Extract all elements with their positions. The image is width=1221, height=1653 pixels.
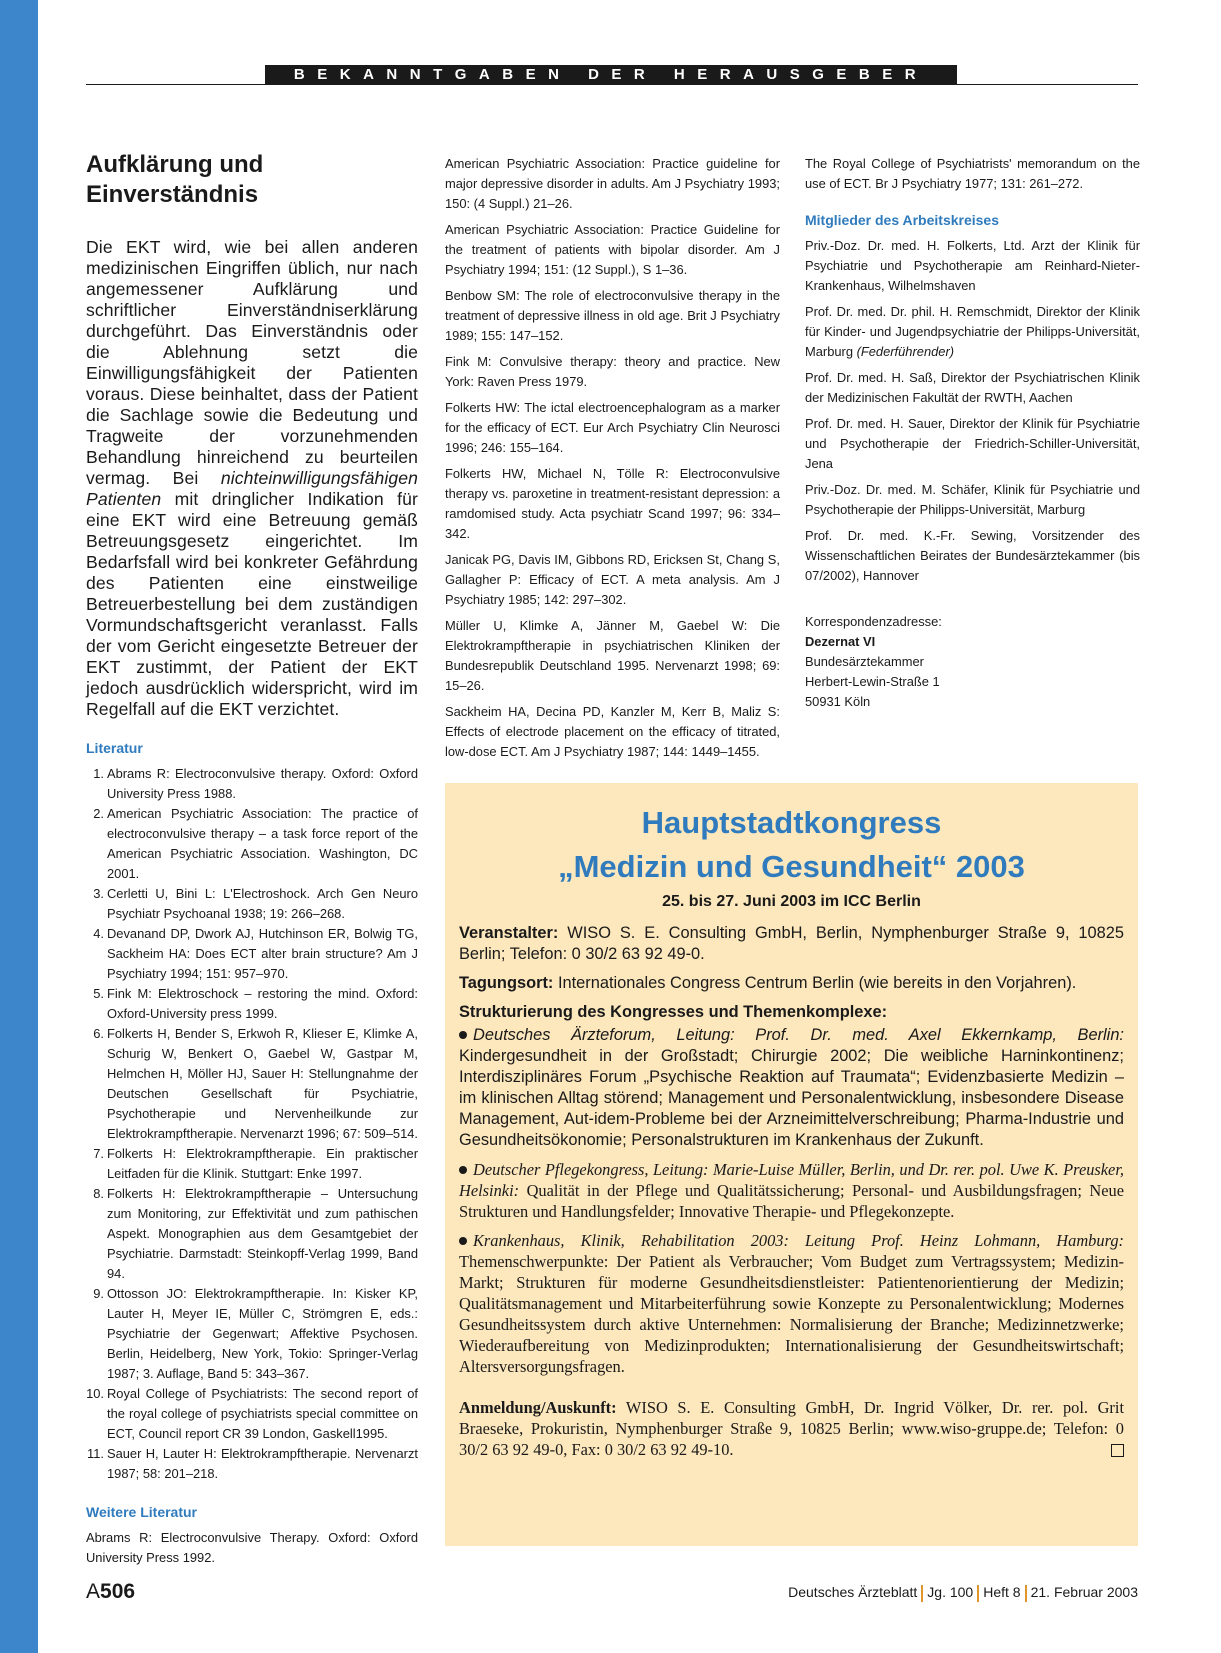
address-line2: Herbert-Lewin-Straße 1 — [805, 674, 940, 689]
contact-label: Anmeldung/Auskunft: — [459, 1398, 617, 1417]
literature-item-number: 10. — [86, 1386, 104, 1401]
structure-heading — [459, 1002, 1124, 1023]
organizer-label: Veranstalter: — [459, 924, 559, 942]
literature-item — [86, 1024, 418, 1144]
column-middle — [445, 154, 780, 768]
congress-body — [459, 923, 1124, 1468]
members-heading: Mitglieder des Arbeitskreises — [805, 212, 1000, 228]
item1-text: Kindergesundheit in der Großstadt; Chirurgie 2002; Die weibliche Harninkontinenz; Interdisziplinäres Forum „Psychische Reaktion auf Traumata“; Evidenzbasierte Medizin – im klinischen Alltag störend; Management und Personalentwicklung, insbesondere Disease Management, Aut-idem-Probleme bei der Arzneimittelverschreibung; Pharma-Industrie und Gesundheitsökonomie; Personalstrukturen im Krankenhaus der Zukunft. — [459, 1047, 1124, 1149]
address-label: Korrespondenzadresse: — [805, 614, 942, 629]
member-entry — [805, 526, 1140, 586]
reference-entry: American Psychiatric Association: Practice guideline for major depressive disorder in adults. Am J Psychiatry 1993; 150: (4 Suppl.) 21–26. — [445, 156, 780, 211]
literature-item-text: Folkerts H: Elektrokrampftherapie. Ein praktischer Leitfaden für die Klinik. Stuttgart: Enke 1997. — [107, 1146, 418, 1181]
further-literature-text: Abrams R: Electroconvulsive Therapy. Oxford: Oxford University Press 1992. — [86, 1530, 418, 1565]
literature-item-number: 4. — [93, 926, 104, 941]
member-text: Prof. Dr. med. H. Sauer, Direktor der Klinik für Psychiatrie und Psychotherapie der Friedrich-Schiller-Universität, Jena — [805, 416, 1140, 471]
item2-text: Qualität in der Pflege und Qualitätssicherung; Personal- und Ausbildungsfragen; Neue Strukturen und Handlungsfelder; Innovative Therapie- und Pflegekonzepte. — [459, 1181, 1124, 1221]
item3-text: Themenschwerpunkte: Der Patient als Verbraucher; Vom Budget zum Vertragssystem; Medizin-Markt; Strukturen für moderne Gesundheitsdienstleister: Patientenorientierung der Medizin; Qualitätsmanagement und Mitarbeiterführung sowie Konzepte zu Personalentwicklung; Modernes Gesundheitssystem durch aktive Unternehmen: Normalisierung der Branche; Medizinnetzwerke; Wiederaufbereitung von Medizinprodukten; Internationalisierung der Gesundheitswirtschaft; Altersversorgungsfragen. — [459, 1252, 1124, 1376]
literature-item — [86, 924, 418, 984]
member-text: Prof. Dr. med. K.-Fr. Sewing, Vorsitzender des Wissenschaftlichen Beirates der Bundesärztekammer (bis 07/2002), Hannover — [805, 528, 1140, 583]
journal-volume: Jg. 100 — [927, 1584, 974, 1600]
separator — [921, 1585, 923, 1602]
literature-item-text: Royal College of Psychiatrists: The second report of the royal college of psychiatrists special committee on ECT, Council report CR 39 London, Gaskell1995. — [107, 1386, 418, 1441]
bullet-icon — [459, 1031, 467, 1039]
member-text: Priv.-Doz. Dr. med. H. Folkerts, Ltd. Arzt der Klinik für Psychiatrie und Psychotherapie am Reinhard-Nieter-Krankenhaus, Wilhelmshaven — [805, 238, 1140, 293]
reference-entry: Müller U, Klimke A, Jänner M, Gaebel W: Die Elektrokrampftherapie in psychiatrischen Kliniken der Bundesrepublik Deutschland 1995. Nervenarzt 1998; 69: 15–26. — [445, 618, 780, 693]
reference-entry: Sackheim HA, Decina PD, Kanzler M, Kerr B, Maliz S: Effects of electrode placement on the efficacy of titrated, low-dose ECT. Am J Psychiatry 1987; 144: 1449–1455. — [445, 704, 780, 759]
journal-name: Deutsches Ärzteblatt — [788, 1584, 918, 1600]
literature-item — [86, 1184, 418, 1284]
congress-date: 25. bis 27. Juni 2003 im ICC Berlin — [662, 893, 921, 910]
congress-organizer — [459, 923, 1124, 965]
journal-issue: Heft 8 — [983, 1584, 1021, 1600]
reference-entry: Folkerts HW, Michael N, Tölle R: Electroconvulsive therapy vs. paroxetine in treatment-resistant depression: a ramdomised study. Acta psychiatr Scand 1997; 96: 334–342. — [445, 466, 780, 541]
article-body-part1: Die EKT wird, wie bei allen anderen medizinischen Eingriffen üblich, nur nach angemessener Aufklärung und schriftlicher Einverständniserklärung durchgeführt. Das Einverständnis oder die Ablehnung setzt die Einwilligungsfähigkeit der Patienten voraus. Diese beinhaltet, dass der Patient die Sachlage sowie die Bedeutung und Tragweite der vorzunehmenden Behandlung hinreichend zu beurteilen vermag. Bei — [86, 237, 418, 488]
section-banner: BEKANNTGABEN DER HERAUSGEBER — [265, 65, 957, 85]
literature-item — [86, 1444, 418, 1484]
member-text: Prof. Dr. med. Dr. phil. H. Remschmidt, Direktor der Klinik für Kinder- und Jugendpsychiatrie der Philipps-Universität, Marburg — [805, 304, 1140, 359]
end-mark-icon — [1111, 1444, 1124, 1457]
literature-item-text: Folkerts H: Elektrokrampftherapie – Untersuchung zum Monitoring, zur Effektivität und zum pathischen Aspekt. Monographien aus dem Gesamtgebiet der Psychiatrie. Darmstadt: Steinkopff-Verlag 1999, Band 94. — [107, 1186, 418, 1281]
literature-item-number: 5. — [93, 986, 104, 1001]
literature-item-number: 1. — [93, 766, 104, 781]
congress-title-line1: Hauptstadtkongress — [641, 805, 942, 840]
member-text: Priv.-Doz. Dr. med. M. Schäfer, Klinik für Psychiatrie und Psychotherapie der Philipps-Universität, Marburg — [805, 482, 1140, 517]
literature-item — [86, 1284, 418, 1384]
literature-item-number: 9. — [93, 1286, 104, 1301]
address-name: Dezernat VI — [805, 634, 876, 649]
literature-item-number: 2. — [93, 806, 104, 821]
structure-heading-text: Strukturierung des Kongresses und Themenkomplexe: — [459, 1003, 888, 1021]
literature-item-text: Folkerts H, Bender S, Erkwoh R, Klieser E, Klimke A, Schurig W, Benkert O, Gaebel W, Gastpar M, Helmchen H, Möller HJ, Sauer H: Stellungnahme der Deutschen Gesellschaft für Psychiatrie, Psychotherapie und Nervenheilkunde zur Elektrokrampftherapie. Nervenarzt 1996; 67: 509–514. — [107, 1026, 418, 1141]
congress-contact — [459, 1397, 1124, 1460]
literature-item — [86, 984, 418, 1024]
separator — [977, 1585, 979, 1602]
item2-lead: Deutscher Pflegekongress, Leitung: Marie-Luise Müller, Berlin, und Dr. rer. pol. Uwe K. Preusker, Helsinki: — [459, 1160, 1124, 1200]
literature-item-text: Ottosson JO: Elektrokrampftherapie. In: Kisker KP, Lauter H, Meyer IE, Müller C, Strömgren E, eds.: Psychiatrie der Gegenwart; Affektive Psychosen. Berlin, Heidelberg, New York, Tokio: Springer-Verlag 1987; 3. Auflage, Band 5: 343–367. — [107, 1286, 418, 1381]
congress-item-1 — [459, 1025, 1124, 1151]
page-number-value: 506 — [100, 1580, 136, 1603]
member-entry — [805, 236, 1140, 296]
organizer-text: WISO S. E. Consulting GmbH, Berlin, Nymphenburger Straße 9, 10825 Berlin; Telefon: 0 30/2 63 92 49-0. — [459, 924, 1124, 963]
journal-info — [788, 1584, 1138, 1602]
congress-item-3 — [459, 1230, 1124, 1377]
column-right — [805, 154, 1140, 712]
reference-entry: Janicak PG, Davis IM, Gibbons RD, Ericksen St, Chang S, Gallagher P: Efficacy of ECT. A meta analysis. Am J Psychiatry 1985; 142: 297–302. — [445, 552, 780, 607]
venue-text: Internationales Congress Centrum Berlin (wie bereits in den Vorjahren). — [553, 974, 1077, 992]
venue-label: Tagungsort: — [459, 974, 554, 992]
page-number — [86, 1580, 135, 1604]
member-text: Prof. Dr. med. H. Saß, Direktor der Psychiatrischen Klinik der Medizinischen Fakultät der RWTH, Aachen — [805, 370, 1140, 405]
congress-title-line2: „Medizin und Gesundheit“ 2003 — [558, 849, 1025, 884]
literature-item-text: Sauer H, Lauter H: Elektrokrampftherapie. Nervenarzt 1987; 58: 201–218. — [107, 1446, 418, 1481]
literature-item-number: 8. — [93, 1186, 104, 1201]
column-left — [86, 150, 418, 1574]
header-rule — [86, 84, 1138, 85]
literature-item-text: Abrams R: Electroconvulsive therapy. Oxford: Oxford University Press 1988. — [107, 766, 418, 801]
literature-item-number: 7. — [93, 1146, 104, 1161]
congress-item-2 — [459, 1159, 1124, 1222]
congress-venue — [459, 973, 1124, 994]
article-body-italic: nichteinwilligungsfähigen Patienten — [86, 468, 418, 509]
literature-item — [86, 764, 418, 804]
literature-item — [86, 804, 418, 884]
members-list — [805, 236, 1140, 586]
literature-item — [86, 884, 418, 924]
page-edge-bar — [0, 0, 38, 1653]
bullet-icon — [459, 1237, 467, 1245]
literature-item-number: 6. — [93, 1026, 104, 1041]
contact-text: WISO S. E. Consulting GmbH, Dr. Ingrid Völker, Dr. rer. pol. Grit Braeseke, Prokuristin, Nymphenburger Straße 9, 10825 Berlin; www.wiso-gruppe.de; Telefon: 0 30/2 63 92 49-0, Fax: 0 30/2 63 92 49-10. — [459, 1398, 1124, 1459]
page-prefix: A — [86, 1580, 101, 1603]
member-entry — [805, 414, 1140, 474]
literature-item — [86, 1384, 418, 1444]
reference-entry: Folkerts HW: The ictal electroencephalogram as a marker for the efficacy of ECT. Eur Arch Psychiatry Clin Neurosci 1996; 246: 155–164. — [445, 400, 780, 455]
member-entry — [805, 302, 1140, 362]
literature-list — [86, 764, 418, 1484]
royal-college-reference: The Royal College of Psychiatrists' memorandum on the use of ECT. Br J Psychiatry 1977; 131: 261–272. — [805, 156, 1140, 191]
article-title-line2: Einverständnis — [86, 181, 259, 208]
item1-lead: Deutsches Ärzteforum, Leitung: Prof. Dr. med. Axel Ekkernkamp, Berlin: — [473, 1026, 1124, 1044]
address-line1: Bundesärztekammer — [805, 654, 924, 669]
reference-entry: Benbow SM: The role of electroconvulsive therapy in the treatment of depressive illness in old age. Brit J Psychiatry 1989; 155: 147–152. — [445, 288, 780, 343]
separator — [1025, 1585, 1027, 1602]
congress-title — [445, 801, 1138, 889]
address-line3: 50931 Köln — [805, 694, 871, 709]
member-entry — [805, 368, 1140, 408]
literature-item-text: Fink M: Elektroschock – restoring the mind. Oxford: Oxford-University press 1999. — [107, 986, 418, 1021]
journal-date: 21. Februar 2003 — [1030, 1584, 1138, 1600]
literature-item-number: 3. — [93, 886, 104, 901]
article-title — [86, 150, 418, 210]
literature-item-number: 11. — [87, 1446, 104, 1461]
article-body-part2: mit dringlicher Indikation für eine EKT wird eine Betreuung gemäß Betreuungsgesetz eingerichtet. Im Bedarfsfall wird bei konkreter Gefährdung des Patienten eine einstweilige Betreuerbestellung bei dem zuständigen Vormundschaftsgericht veranlasst. Falls der vom Gericht eingesetzte Betreuer der EKT zustimmt, der Patient der EKT jedoch ausdrücklich widerspricht, wird im Regelfall auf die EKT verzichtet. — [86, 489, 418, 719]
further-literature-heading: Weitere Literatur — [86, 1504, 197, 1520]
literature-item-text: Devanand DP, Dwork AJ, Hutchinson ER, Bolwig TG, Sackheim HA: Does ECT alter brain structure? Am J Psychiatry 1994; 151: 957–970. — [107, 926, 418, 981]
literature-item — [86, 1144, 418, 1184]
reference-entry: American Psychiatric Association: Practice Guideline for the treatment of patients with bipolar disorder. Am J Psychiatry 1994; 151: (12 Suppl.), S 1–36. — [445, 222, 780, 277]
reference-entry: Fink M: Convulsive therapy: theory and practice. New York: Raven Press 1979. — [445, 354, 780, 389]
article-title-line1: Aufklärung und — [86, 151, 264, 178]
literature-item-text: Cerletti U, Bini L: L'Electroshock. Arch Gen Neuro Psychiatr Psychoanal 1938; 19: 266–268. — [107, 886, 418, 921]
member-role: (Federführender) — [856, 344, 955, 359]
literature-item-text: American Psychiatric Association: The practice of electroconvulsive therapy – a task force report of the American Psychiatric Association. Washington, DC 2001. — [107, 806, 418, 881]
congress-announcement-box — [445, 783, 1138, 1546]
literature-heading: Literatur — [86, 740, 143, 756]
item3-lead: Krankenhaus, Klinik, Rehabilitation 2003: Leitung Prof. Heinz Lohmann, Hamburg: — [473, 1231, 1124, 1250]
bullet-icon — [459, 1166, 467, 1174]
member-entry — [805, 480, 1140, 520]
article-body — [86, 237, 418, 720]
